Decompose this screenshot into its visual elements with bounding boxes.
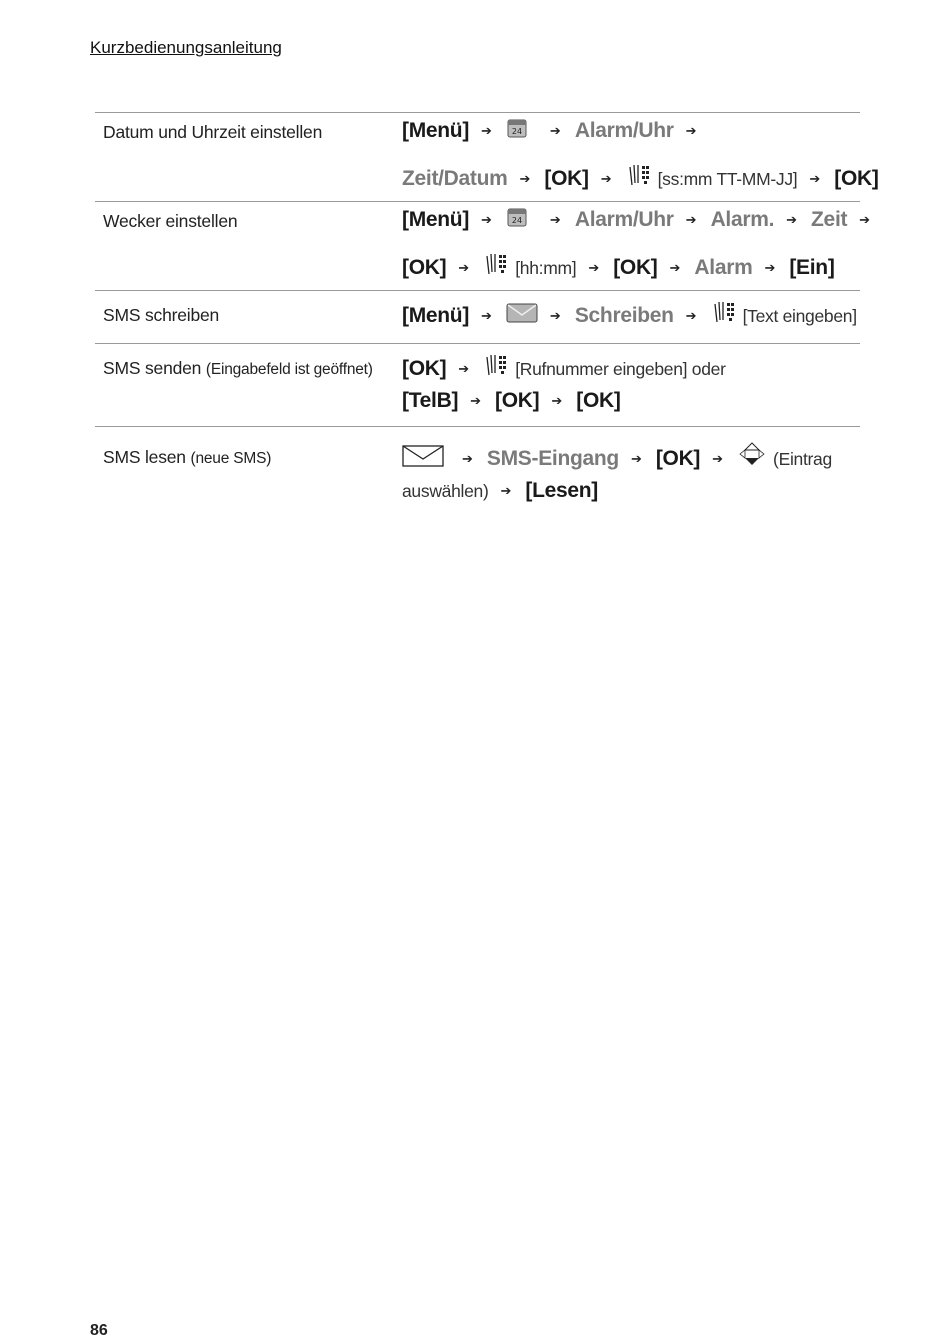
on-key: [Ein] xyxy=(789,256,835,279)
arrow-icon: ➔ xyxy=(588,260,600,275)
menu-item: Alarm/Uhr xyxy=(574,119,674,142)
menu-key: [Menü] xyxy=(402,304,470,327)
ok-key: [OK] xyxy=(613,256,658,279)
instruction-line xyxy=(402,163,879,195)
arrow-icon: ➔ xyxy=(481,308,492,323)
ok-key: [OK] xyxy=(402,357,447,380)
instruction-line xyxy=(402,252,835,284)
calendar-icon xyxy=(506,117,528,145)
input-hint: [Text eingeben] xyxy=(742,305,857,326)
input-hint: [hh:mm] xyxy=(515,257,577,278)
row-label: Datum und Uhrzeit einstellen xyxy=(103,122,323,142)
table-row xyxy=(95,290,860,343)
envelope-icon xyxy=(402,444,444,474)
ok-key: [OK] xyxy=(544,167,589,190)
table-row xyxy=(95,112,879,201)
row-label-note: (neue SMS) xyxy=(190,450,272,467)
arrow-icon: ➔ xyxy=(458,260,470,275)
menu-item: Zeit xyxy=(811,208,848,231)
instruction-line xyxy=(402,441,832,477)
menu-item: SMS-Eingang xyxy=(486,447,619,470)
phonebook-key: [TelB] xyxy=(402,389,459,412)
arrow-icon: ➔ xyxy=(685,212,697,227)
arrow-icon: ➔ xyxy=(481,123,492,138)
arrow-icon: ➔ xyxy=(712,451,724,466)
arrow-icon: ➔ xyxy=(764,260,776,275)
input-hint: [ss:mm TT-MM-JJ] xyxy=(657,168,798,189)
ok-key: [OK] xyxy=(655,447,701,470)
ok-key: [OK] xyxy=(402,256,447,279)
calendar-icon xyxy=(506,206,528,234)
keypad-icon xyxy=(483,252,509,284)
arrow-icon: ➔ xyxy=(458,361,470,376)
arrow-icon: ➔ xyxy=(549,123,561,138)
table-row xyxy=(95,343,860,426)
arrow-icon: ➔ xyxy=(630,451,642,466)
arrow-icon: ➔ xyxy=(669,260,681,275)
menu-key: [Menü] xyxy=(402,119,470,142)
arrow-icon: ➔ xyxy=(549,308,561,323)
row-label: SMS senden (Eingabefeld ist geöffnet) xyxy=(103,358,373,378)
arrow-icon: ➔ xyxy=(551,393,563,408)
read-key: [Lesen] xyxy=(525,479,598,502)
page-header: Kurzbedienungsanleitung xyxy=(90,38,282,57)
keypad-icon xyxy=(711,300,737,332)
arrow-icon: ➔ xyxy=(549,212,561,227)
instruction-line xyxy=(402,300,857,332)
ok-key: [OK] xyxy=(576,389,621,412)
row-label: Wecker einstellen xyxy=(103,211,238,231)
arrow-icon: ➔ xyxy=(685,308,697,323)
arrow-icon: ➔ xyxy=(859,212,871,227)
ok-key: [OK] xyxy=(495,389,540,412)
row-label-note: (Eingabefeld ist geöffnet) xyxy=(205,361,373,378)
ok-key: [OK] xyxy=(834,167,879,190)
svg-text:24: 24 xyxy=(511,127,523,136)
arrow-icon: ➔ xyxy=(481,212,492,227)
arrow-icon: ➔ xyxy=(809,171,821,186)
message-icon xyxy=(506,302,538,330)
instruction-line xyxy=(402,479,598,503)
instruction-line xyxy=(402,206,884,234)
menu-item: Zeit/Datum xyxy=(402,167,508,190)
keypad-icon xyxy=(626,163,652,195)
input-hint: (Eintrag xyxy=(773,448,832,469)
instruction-line xyxy=(402,117,711,145)
arrow-icon: ➔ xyxy=(786,212,798,227)
table-row xyxy=(95,426,860,517)
arrow-icon: ➔ xyxy=(470,393,482,408)
svg-text:24: 24 xyxy=(511,216,523,225)
menu-item: Alarm. xyxy=(710,208,775,231)
instruction-line xyxy=(402,389,621,413)
input-hint: auswählen) xyxy=(402,480,489,501)
menu-item: Alarm/Uhr xyxy=(574,208,674,231)
instructions-table xyxy=(95,112,879,517)
arrow-icon: ➔ xyxy=(462,451,473,466)
menu-key: [Menü] xyxy=(402,208,470,231)
table-row xyxy=(95,201,871,290)
row-label: SMS lesen (neue SMS) xyxy=(103,447,272,467)
menu-item: Alarm xyxy=(694,256,753,279)
keypad-icon xyxy=(483,353,509,385)
arrow-icon: ➔ xyxy=(685,123,697,138)
instruction-line xyxy=(402,353,726,385)
page-number: 86 xyxy=(90,1322,108,1339)
arrow-icon: ➔ xyxy=(519,171,531,186)
navigation-key-icon xyxy=(737,441,767,477)
input-hint: [Rufnummer eingeben] oder xyxy=(515,358,726,379)
arrow-icon: ➔ xyxy=(600,171,612,186)
menu-item: Schreiben xyxy=(574,304,674,327)
row-label: SMS schreiben xyxy=(103,305,220,325)
arrow-icon: ➔ xyxy=(500,483,512,498)
